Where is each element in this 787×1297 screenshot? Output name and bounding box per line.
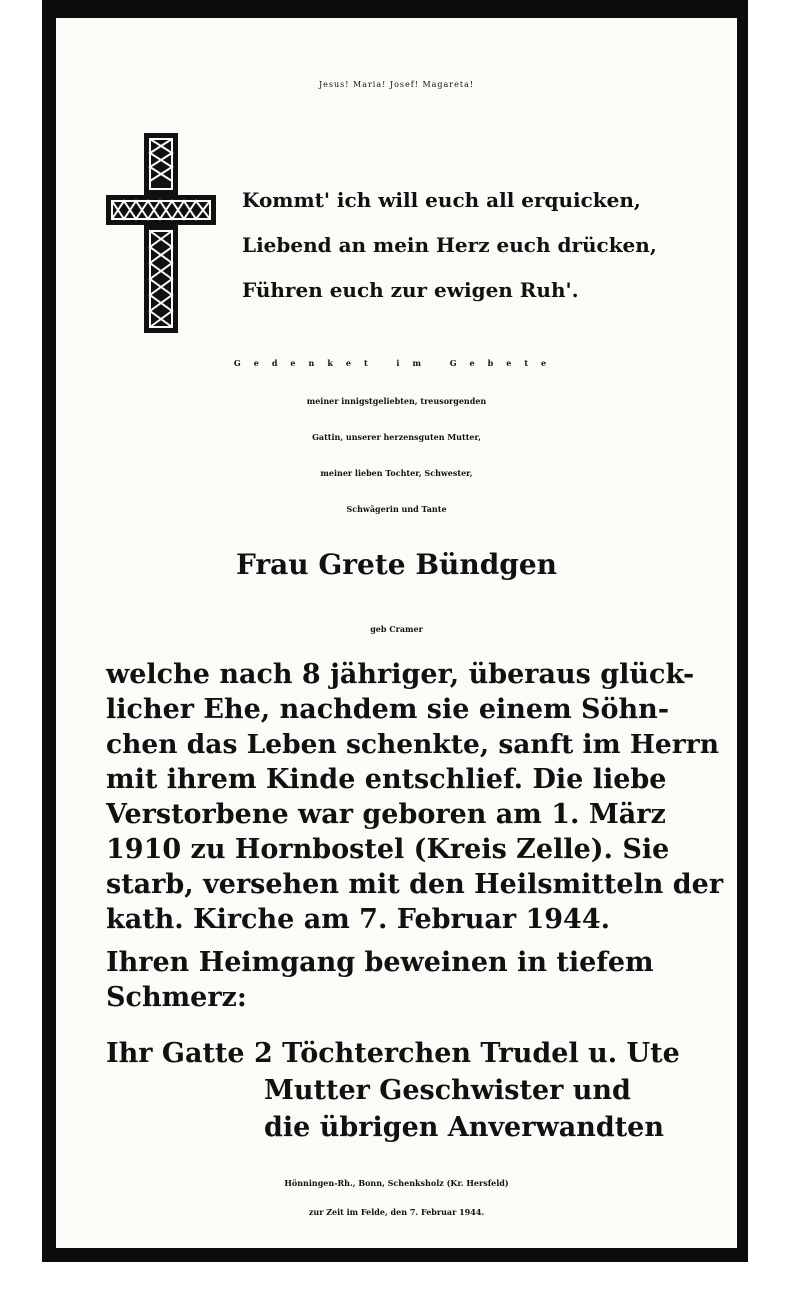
intro-line-1: meiner innigstgeliebten, treusorgenden bbox=[306, 396, 487, 406]
heading: Gedenket im Gebete bbox=[233, 358, 560, 368]
maiden-name: geb Cramer bbox=[370, 624, 423, 634]
verse-line-3: Führen euch zur ewigen Ruh'. bbox=[242, 278, 579, 302]
bio-line-10: Schmerz: bbox=[106, 982, 247, 1013]
mourners-line-1: Ihr Gatte 2 Töchterchen Trudel u. Ute bbox=[106, 1038, 680, 1069]
bio-line-6: 1910 zu Hornbostel (Kreis Zelle). Sie bbox=[106, 834, 670, 865]
footer-places: Hönningen-Rh., Bonn, Schenksholz (Kr. Hersfeld) bbox=[284, 1178, 509, 1188]
verse-line-1: Kommt' ich will euch all erquicken, bbox=[242, 188, 641, 212]
bio-line-2: licher Ehe, nachdem sie einem Söhn- bbox=[106, 694, 670, 725]
deceased-name: Frau Grete Bündgen bbox=[235, 548, 558, 581]
bio-line-8: kath. Kirche am 7. Februar 1944. bbox=[106, 904, 611, 935]
cross-icon bbox=[106, 133, 216, 333]
invocation-line: Jesus! Maria! Josef! Magareta! bbox=[318, 80, 475, 89]
footer-date: zur Zeit im Felde, den 7. Februar 1944. bbox=[308, 1207, 485, 1217]
bio-line-4: mit ihrem Kinde entschlief. Die liebe bbox=[106, 764, 667, 795]
intro-line-2: Gattin, unserer herzensguten Mutter, bbox=[312, 432, 481, 442]
intro-line-3: meiner lieben Tochter, Schwester, bbox=[320, 468, 473, 478]
bio-line-5: Verstorbene war geboren am 1. März bbox=[106, 799, 666, 830]
bio-line-9: Ihren Heimgang beweinen in tiefem bbox=[106, 947, 654, 978]
bio-line-7: starb, versehen mit den Heilsmitteln der bbox=[106, 869, 724, 900]
bio-line-1: welche nach 8 jähriger, überaus glück- bbox=[106, 659, 695, 690]
intro-line-4: Schwägerin und Tante bbox=[346, 504, 447, 514]
mourners-line-2: Mutter Geschwister und bbox=[264, 1075, 631, 1106]
verse-line-2: Liebend an mein Herz euch drücken, bbox=[242, 233, 657, 257]
bio-line-3: chen das Leben schenkte, sanft im Herrn bbox=[106, 729, 719, 760]
memorial-card bbox=[56, 18, 737, 1248]
mourners-line-3: die übrigen Anverwandten bbox=[264, 1112, 664, 1143]
